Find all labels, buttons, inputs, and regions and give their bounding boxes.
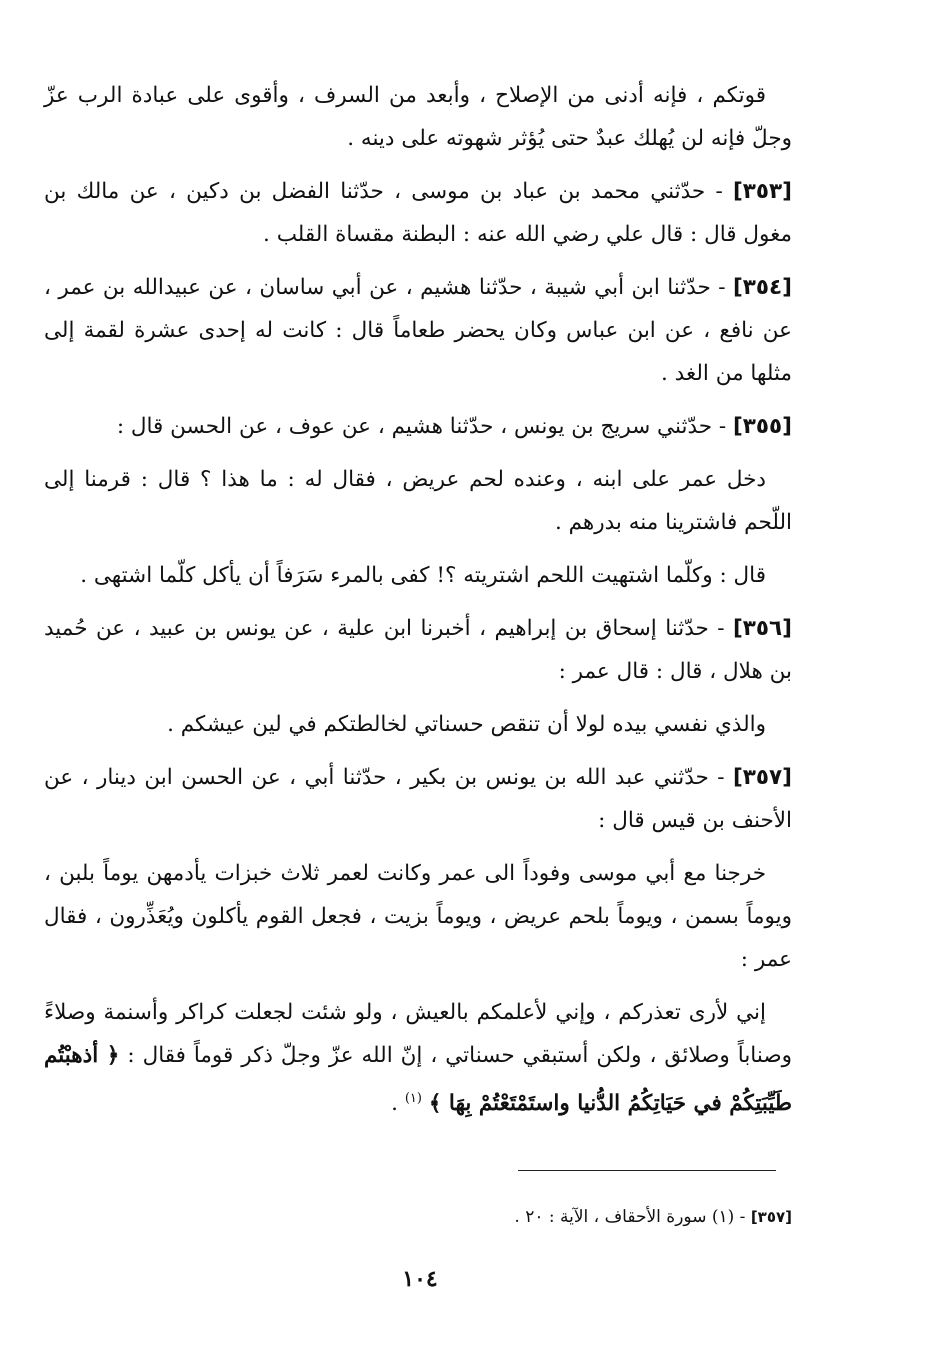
paragraph-text: - حدّثني عبد الله بن يونس بن بكير ، حدّثنا أبي ، عن الحسن ابن دينار ، عن الأحنف بن قيس قال : xyxy=(44,765,792,833)
hadith-353 xyxy=(44,170,792,256)
paragraph-text: - حدّثنا ابن أبي شيبة ، حدّثنا هشيم ، عن أبي ساسان ، عن عبيدالله بن عمر ، عن نافع ، عن ابن عباس وكان يحضر طعاماً قال : كانت له إحدى عشرة لقمة إلى مثلها من الغد . xyxy=(44,275,792,386)
hadith-number: [٣٥٤] xyxy=(732,275,792,300)
paragraph-text: - حدّثنا إسحاق بن إبراهيم ، أخبرنا ابن علية ، عن يونس بن عبيد ، عن حُميد بن هلال ، قال : قال عمر : xyxy=(44,616,792,684)
paragraph-text: قوتكم ، فإنه أدنى من الإصلاح ، وأبعد من السرف ، وأقوى على عبادة الرب عزّ وجلّ فإنه لن يُهلك عبدٌ حتى يُؤثر شهوته على دينه . xyxy=(44,83,792,151)
paragraph-text: - حدّثني محمد بن عباد بن موسى ، حدّثنا الفضل بن دكين ، عن مالك بن مغول قال : قال علي رضي الله عنه : البطنة مقساة القلب . xyxy=(44,179,792,247)
page-number: ١٠٤ xyxy=(402,1266,438,1292)
hadith-number: [٣٥٧] xyxy=(732,765,792,790)
hadith-number: [٣٥٦] xyxy=(732,616,792,641)
hadith-356-body xyxy=(44,703,792,746)
paragraph-text: قال : وكلّما اشتهيت اللحم اشتريته ؟! كفى بالمرء سَرَفاً أن يأكل كلّما اشتهى . xyxy=(80,563,766,588)
hadith-357-body xyxy=(44,852,792,981)
hadith-357-speech xyxy=(44,991,792,1125)
footnote-number: [٣٥٧] xyxy=(750,1208,792,1226)
footnote xyxy=(400,1204,792,1230)
hadith-number: [٣٥٣] xyxy=(732,179,792,204)
footnote-text: - (١) سورة الأحقاف ، الآية : ٢٠ . xyxy=(514,1207,751,1227)
footnote-ref: (١) xyxy=(404,1091,422,1106)
main-text xyxy=(44,74,792,1135)
hadith-357 xyxy=(44,756,792,842)
hadith-355-body xyxy=(44,458,792,544)
hadith-355 xyxy=(44,405,792,448)
paragraph-text: دخل عمر على ابنه ، وعنده لحم عريض ، فقال له : ما هذا ؟ قال : قرمنا إلى اللّحم فاشترينا منه بدرهم . xyxy=(44,467,792,535)
verse-end: . xyxy=(391,1091,405,1117)
hadith-355-reply xyxy=(44,554,792,597)
quran-verse: ﴿ أذهبْتُم طَيِّبَتِكُمْ في حَيَاتِكُمُ الدُّنيا واستَمْتَعْتُمْ بِهَا ﴾ xyxy=(44,1043,792,1117)
paragraph-text: - حدّثني سريج بن يونس ، حدّثنا هشيم ، عن عوف ، عن الحسن قال : xyxy=(116,414,733,439)
hadith-356 xyxy=(44,607,792,693)
paragraph-text: إني لأرى تعذركم ، وإني لأعلمكم بالعيش ، ولو شئت لجعلت كراكر وأسنمة وصلاءً وصناباً وصلائق ، ولكن أستبقي حسناتي ، إنّ الله عزّ وجلّ ذكر قوماً فقال : xyxy=(44,1000,792,1068)
footnote-divider xyxy=(518,1170,776,1171)
paragraph-text: خرجنا مع أبي موسى وفوداً الى عمر وكانت لعمر ثلاث خبزات يأدمهن يوماً بلبن ، ويوماً بسمن ، ويوماً بلحم عريض ، ويوماً بزيت ، فجعل القوم يأكلون ويُعَذِّرون ، فقال عمر : xyxy=(44,861,792,972)
hadith-number: [٣٥٥] xyxy=(732,414,792,439)
paragraph-continuation xyxy=(44,74,792,160)
paragraph-text: والذي نفسي بيده لولا أن تنقص حسناتي لخالطتكم في لين عيشكم . xyxy=(167,712,766,737)
hadith-354 xyxy=(44,266,792,395)
